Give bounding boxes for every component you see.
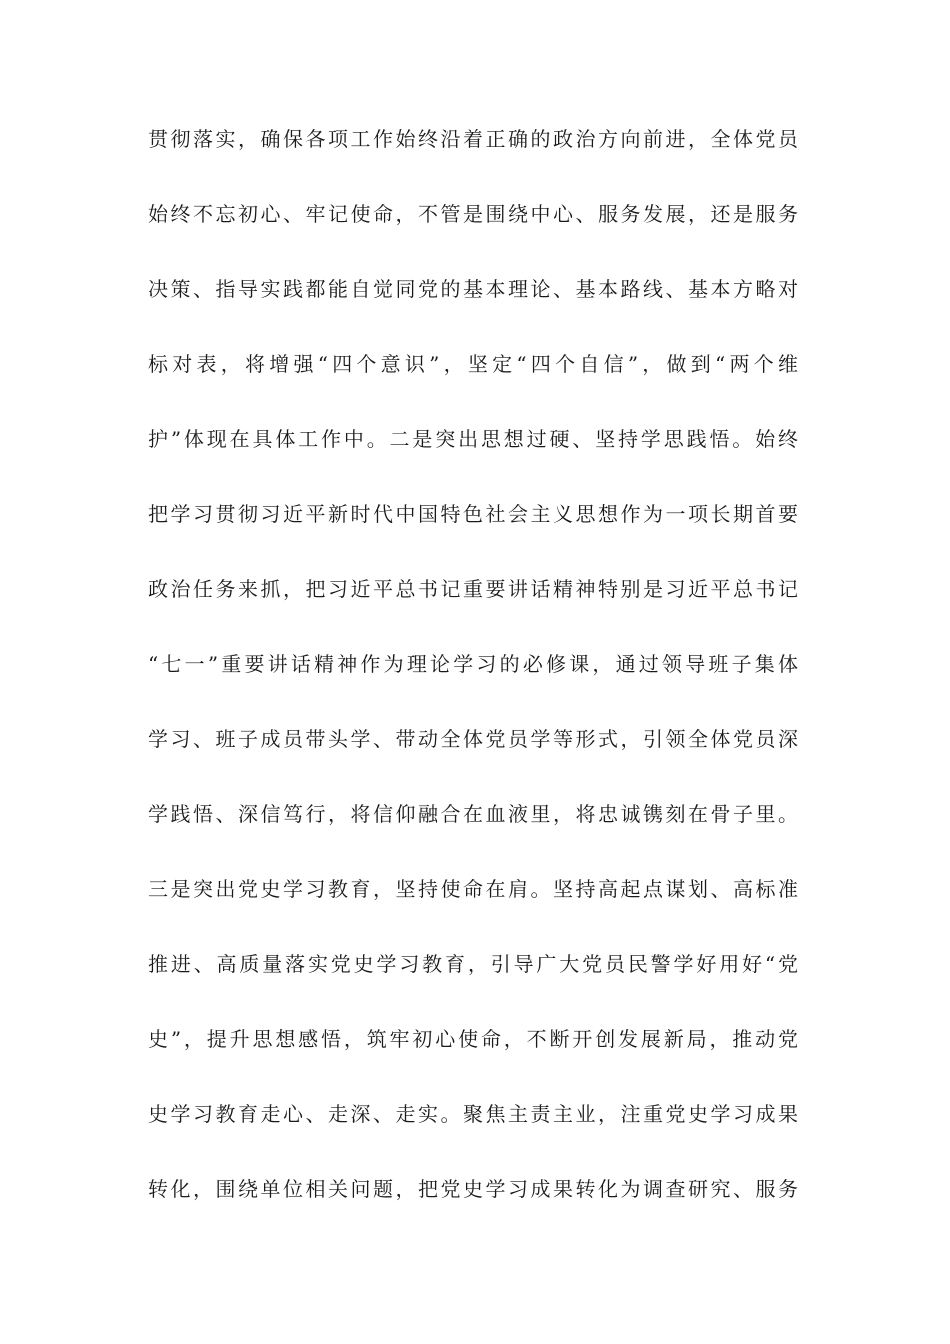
text-line-10 [148,789,798,864]
text-line-4 [148,339,798,414]
text-line-content: 学践悟、深信笃行，将信仰融合在血液里，将忠诚镌刻在骨子里。 [148,802,798,826]
text-line-8 [148,639,798,714]
text-line-content: 政治任务来抓，把习近平总书记重要讲话精神特别是习近平总书记 [148,577,798,601]
text-line-content: 学习、班子成员带头学、带动全体党员学等形式，引领全体党员深 [148,727,798,751]
text-line-11 [148,864,798,939]
text-line-content: 史学习教育走心、走深、走实。聚焦主责主业，注重党史学习成果 [148,1102,798,1126]
body-text [148,114,798,1239]
text-line-content: 决策、指导实践都能自觉同党的基本理论、基本路线、基本方略对 [148,277,798,301]
text-line-content: 推进、高质量落实党史学习教育，引导广大党员民警学好用好“党 [148,952,798,976]
text-line-14 [148,1089,798,1164]
text-line-1 [148,114,798,189]
text-line-9 [148,714,798,789]
text-line-content: 三是突出党史学习教育，坚持使命在肩。坚持高起点谋划、高标准 [148,877,798,901]
text-line-2 [148,189,798,264]
text-line-7 [148,564,798,639]
text-line-content: 标对表，将增强“四个意识”，坚定“四个自信”，做到“两个维 [148,352,798,376]
text-line-5 [148,414,798,489]
text-line-content: 转化，围绕单位相关问题，把党史学习成果转化为调查研究、服务 [148,1177,798,1201]
text-line-content: 始终不忘初心、牢记使命，不管是围绕中心、服务发展，还是服务 [148,202,798,226]
text-line-13 [148,1014,798,1089]
text-line-content: 把学习贯彻习近平新时代中国特色社会主义思想作为一项长期首要 [148,502,798,526]
text-line-content: 护”体现在具体工作中。二是突出思想过硬、坚持学思践悟。始终 [148,427,798,451]
text-line-12 [148,939,798,1014]
text-line-content: 贯彻落实，确保各项工作始终沿着正确的政治方向前进，全体党员 [148,127,798,151]
text-line-content: 史”，提升思想感悟，筑牢初心使命，不断开创发展新局，推动党 [148,1027,798,1051]
text-line-3 [148,264,798,339]
text-line-6 [148,489,798,564]
text-line-content: “七一”重要讲话精神作为理论学习的必修课，通过领导班子集体 [148,652,798,676]
text-line-15 [148,1164,798,1239]
